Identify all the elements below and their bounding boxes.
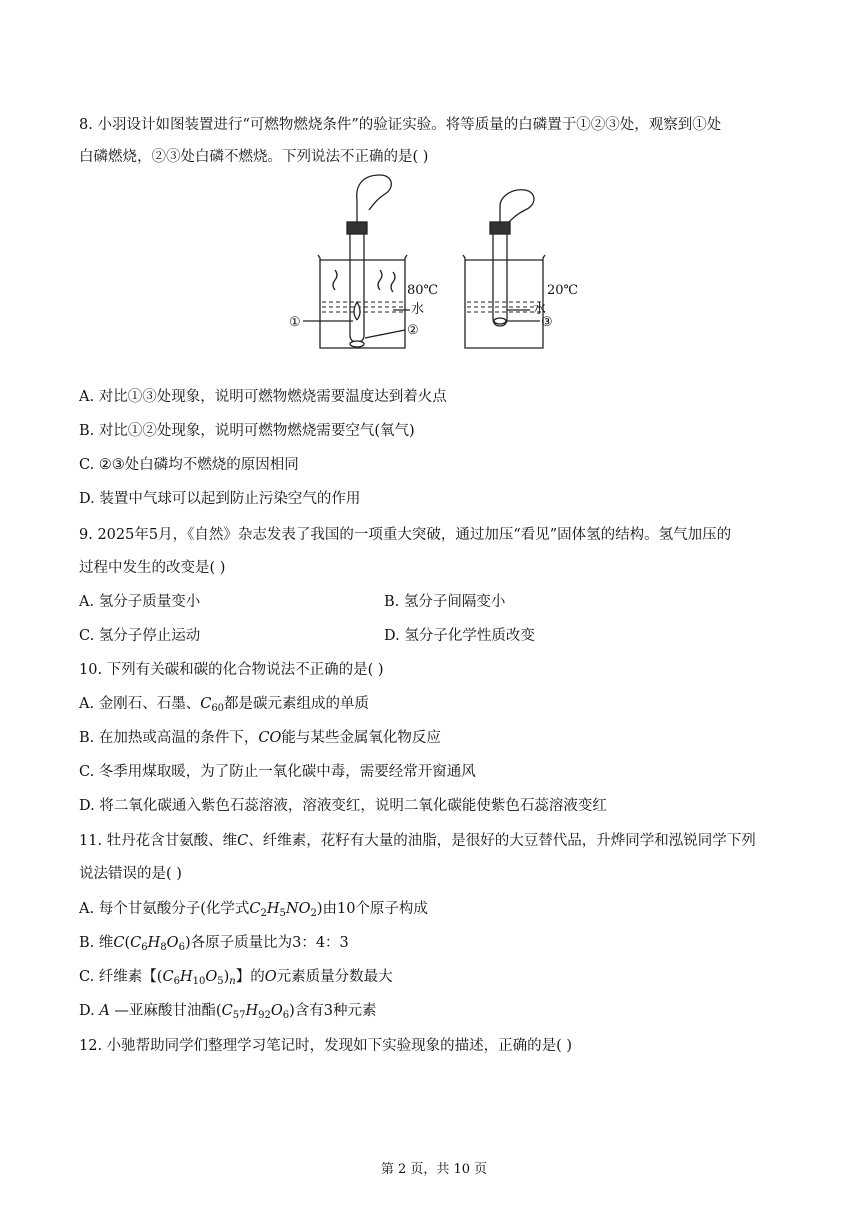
linolenate-formula: $C_{57}H_{92}O_6$ bbox=[221, 1003, 290, 1021]
q10-option-b: B. 在加热或高温的条件下，CO能与某些金属氧化物反应 bbox=[79, 730, 441, 746]
left-water-label: 水 bbox=[411, 302, 425, 317]
phosphorus-3 bbox=[494, 318, 506, 324]
q11-option-b: B. 维$C(C_6H_8O_6)$各原子质量比为3：4：3 bbox=[79, 935, 349, 953]
q11-stem-line1: 11. 牡丹花含甘氨酸、维C、纤维素，花籽有大量的油脂，是很好的大豆替代品，升烨同学和泓锐同学下列 bbox=[79, 833, 756, 849]
right-balloon bbox=[500, 190, 534, 222]
right-water-label: 水 bbox=[533, 302, 547, 317]
q9-option-a: A. 氢分子质量变小 bbox=[79, 594, 201, 610]
mark-1: ① bbox=[289, 315, 301, 330]
mark-2: ② bbox=[407, 323, 419, 338]
left-test-tube bbox=[350, 230, 364, 342]
page-footer: 第 2 页，共 10 页 bbox=[380, 1162, 488, 1177]
vitc-formula: $C_6H_8O_6$ bbox=[130, 935, 185, 953]
q8-option-c: C. ②③处白磷均不燃烧的原因相同 bbox=[79, 457, 299, 473]
q9-stem-line1: 9. 2025年5月，《自然》杂志发表了我国的一项重大突破，通过加压“看见”固体氢的结构。氢气加压的 bbox=[79, 527, 732, 543]
glycine-formula: $C_2H_5NO_2$ bbox=[249, 901, 317, 919]
q8-option-d: D. 装置中气球可以起到防止污染空气的作用 bbox=[79, 491, 361, 507]
q8-option-a: A. 对比①③处现象，说明可燃物燃烧需要温度达到着火点 bbox=[79, 389, 447, 405]
phosphorus-flame bbox=[354, 302, 360, 320]
q10-option-d: D. 将二氧化碳通入紫色石蕊溶液，溶液变红，说明二氧化碳能使紫色石蕊溶液变红 bbox=[79, 798, 607, 814]
q9-option-d: D. 氢分子化学性质改变 bbox=[384, 628, 535, 644]
q9-option-c: C. 氢分子停止运动 bbox=[79, 628, 201, 644]
mark-3: ③ bbox=[541, 315, 553, 330]
right-stopper bbox=[490, 222, 510, 234]
cellulose-formula: $(C_6H_{10}O_5)_n$ bbox=[156, 969, 236, 987]
q8-stem-line1: 8. 小羽设计如图装置进行“可燃物燃烧条件”的验证实验。将等质量的白磷置于①②③处，观察到①处 bbox=[79, 117, 722, 133]
q8-option-b: B. 对比①②处现象，说明可燃物燃烧需要空气(氧气) bbox=[79, 423, 415, 439]
q11-stem-line2: 说法错误的是( ) bbox=[79, 866, 182, 882]
q10-option-a: A. 金刚石、石墨、$C_{60}$都是碳元素组成的单质 bbox=[79, 696, 370, 714]
q11-option-d: D. A —亚麻酸甘油酯$(C_{57}H_{92}O_6)$含有3种元素 bbox=[79, 1003, 377, 1021]
q8-stem-line2: 白磷燃烧，②③处白磷不燃烧。下列说法不正确的是( ) bbox=[79, 149, 429, 165]
q11-option-a: A. 每个甘氨酸分子(化学式$C_2H_5NO_2$)由10个原子构成 bbox=[79, 901, 428, 919]
q11-option-c: C. 纤维素【$(C_6H_{10}O_5)_n$】的O元素质量分数最大 bbox=[79, 969, 393, 987]
phosphorus-2 bbox=[350, 341, 364, 347]
left-stopper bbox=[347, 222, 367, 234]
q12-stem: 12. 小驰帮助同学们整理学习笔记时，发现如下实验现象的描述，正确的是( ) bbox=[79, 1038, 573, 1054]
q9-stem-line2: 过程中发生的改变是( ) bbox=[79, 560, 226, 576]
right-temp-label: 20℃ bbox=[547, 283, 579, 298]
q8-experiment-figure bbox=[285, 170, 585, 355]
q10-stem: 10. 下列有关碳和碳的化合物说法不正确的是( ) bbox=[79, 662, 384, 678]
q9-option-b: B. 氢分子间隔变小 bbox=[384, 594, 506, 610]
left-temp-label: 80℃ bbox=[407, 283, 439, 298]
left-balloon bbox=[357, 175, 392, 210]
q10-option-c: C. 冬季用煤取暖，为了防止一氧化碳中毒，需要经常开窗通风 bbox=[79, 764, 476, 780]
